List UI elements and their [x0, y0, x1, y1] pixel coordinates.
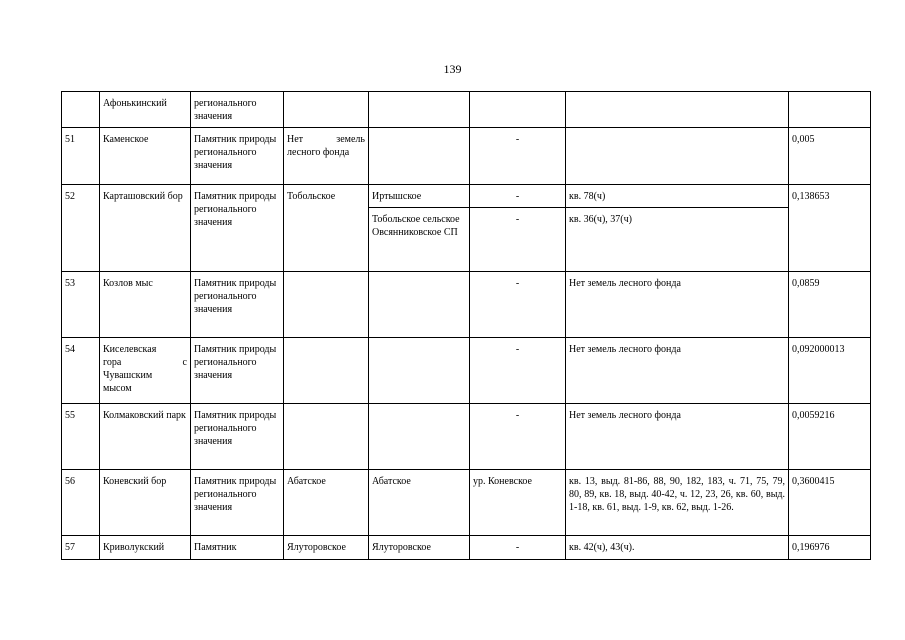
area: 0,0859 — [789, 272, 871, 338]
table-row — [62, 185, 871, 208]
quarters: Нет земель лесного фонда — [566, 338, 789, 404]
district-forestry: Ялуторовское — [369, 536, 470, 560]
row-number: 56 — [62, 470, 100, 536]
object-name-line — [103, 356, 187, 369]
row-number: 53 — [62, 272, 100, 338]
tract: - — [470, 128, 566, 185]
table-row — [62, 128, 871, 185]
area: 0,005 — [789, 128, 871, 185]
quarters: Нет земель лесного фонда — [566, 272, 789, 338]
protected-areas-table — [61, 91, 871, 560]
table-row — [62, 92, 871, 128]
object-name: Колмаковский парк — [100, 404, 191, 470]
table-row — [62, 404, 871, 470]
object-category: Памятник природы регионального значения — [191, 404, 284, 470]
district-forestry — [369, 92, 470, 128]
forestry — [284, 272, 369, 338]
area: 0,092000013 — [789, 338, 871, 404]
district-forestry — [369, 404, 470, 470]
forestry: Ялуторовское — [284, 536, 369, 560]
row-number: 54 — [62, 338, 100, 404]
district-forestry — [369, 272, 470, 338]
object-category: Памятник природы регионального значения — [191, 338, 284, 404]
district-forestry: Иртышское — [369, 185, 470, 208]
row-number: 55 — [62, 404, 100, 470]
tract — [470, 92, 566, 128]
object-category: Памятник природы регионального значения — [191, 272, 284, 338]
forestry — [284, 404, 369, 470]
district-forestry — [369, 338, 470, 404]
quarters: кв. 13, выд. 81-86, 88, 90, 182, 183, ч. 71, 75, 79, 80, 89, кв. 18, выд. 40-42, ч. 12, 23, 26, кв. 60, выд. 1-18, кв. 61, выд. 1-9, кв. 62, выд. 1-26. — [566, 470, 789, 536]
object-name: Коневский бор — [100, 470, 191, 536]
object-name: Афонькинский — [100, 92, 191, 128]
object-name: Карташовский бор — [100, 185, 191, 272]
tract: - — [470, 404, 566, 470]
object-name-line: Чувашским — [103, 370, 153, 381]
tract: - — [470, 208, 566, 272]
object-name-line: мысом — [103, 383, 132, 394]
area: 0,138653 — [789, 185, 871, 272]
table-row — [62, 338, 871, 404]
object-category: регионального значения — [191, 92, 284, 128]
object-name-word: гора — [103, 357, 122, 368]
forestry — [284, 92, 369, 128]
forestry: Абатское — [284, 470, 369, 536]
row-number: 52 — [62, 185, 100, 272]
forestry — [284, 338, 369, 404]
object-category: Памятник природы регионального значения — [191, 470, 284, 536]
tract: - — [470, 272, 566, 338]
district-forestry — [369, 128, 470, 185]
area: 0,196976 — [789, 536, 871, 560]
object-category: Памятник природы регионального значения — [191, 128, 284, 185]
object-name — [100, 338, 191, 404]
district-forestry: Абатское — [369, 470, 470, 536]
quarters: кв. 36(ч), 37(ч) — [566, 208, 789, 272]
object-category: Памятник — [191, 536, 284, 560]
table-row — [62, 272, 871, 338]
object-name: Каменское — [100, 128, 191, 185]
page-number: 139 — [443, 62, 462, 76]
object-category: Памятник природы регионального значения — [191, 185, 284, 272]
object-name: Козлов мыс — [100, 272, 191, 338]
table-row — [62, 470, 871, 536]
row-number — [62, 92, 100, 128]
table-row — [62, 536, 871, 560]
quarters — [566, 128, 789, 185]
area: 0,0059216 — [789, 404, 871, 470]
quarters: кв. 78(ч) — [566, 185, 789, 208]
object-name: Криволукский — [100, 536, 191, 560]
area: 0,3600415 — [789, 470, 871, 536]
tract: - — [470, 536, 566, 560]
district-forestry: Тобольское сельское Овсянниковское СП — [369, 208, 470, 272]
tract: ур. Коневское — [470, 470, 566, 536]
row-number: 57 — [62, 536, 100, 560]
quarters — [566, 92, 789, 128]
row-number: 51 — [62, 128, 100, 185]
quarters: кв. 42(ч), 43(ч). — [566, 536, 789, 560]
object-name-word: с — [182, 357, 187, 368]
forestry: Нет земель лесного фонда — [284, 128, 369, 185]
quarters: Нет земель лесного фонда — [566, 404, 789, 470]
object-name-line: Киселевская — [103, 344, 157, 355]
tract: - — [470, 185, 566, 208]
tract: - — [470, 338, 566, 404]
forestry: Тобольское — [284, 185, 369, 272]
area — [789, 92, 871, 128]
